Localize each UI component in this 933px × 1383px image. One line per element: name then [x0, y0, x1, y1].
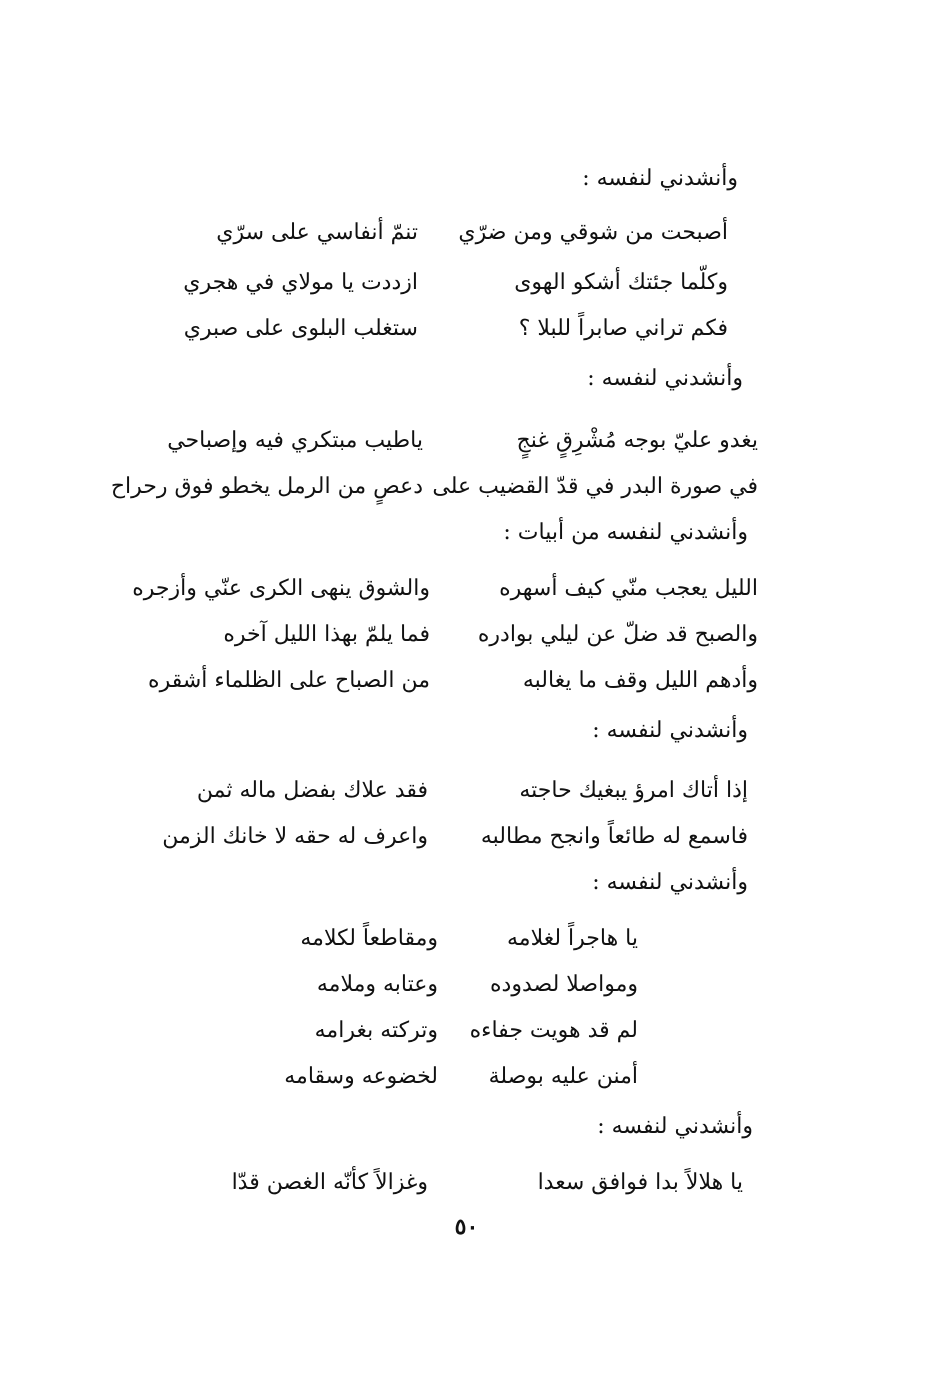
verse-second-hemistich: فقد علاك بفضل ماله ثمن: [196, 778, 428, 803]
poem-intro: وأنشدني لنفسه :: [587, 366, 743, 391]
page-number: ٥٠: [454, 1214, 479, 1240]
verse-second-hemistich: تنمّ أنفاسي على سرّي: [216, 220, 418, 245]
verse-first-hemistich: لم قد هويت جفاءه: [469, 1018, 638, 1043]
verse-first-hemistich: فاسمع له طائعاً وانجح مطالبه: [480, 824, 748, 849]
verse-second-hemistich: وعتابه وملامه: [316, 972, 438, 997]
verse-second-hemistich: والشوق ينهى الكرى عنّي وأزجره: [132, 576, 430, 601]
verse-second-hemistich: واعرف له حقه لا خانك الزمن: [162, 824, 428, 849]
verse-second-hemistich: فما يلمّ بهذا الليل آخره: [223, 622, 430, 647]
verse-second-hemistich: ازددت يا مولاي في هجري: [183, 270, 418, 295]
verse-first-hemistich: أصبحت من شوقي ومن ضرّي: [458, 220, 728, 245]
verse-first-hemistich: إذا أتاك امرؤ يبغيك حاجته: [519, 778, 748, 803]
verse-second-hemistich: من الصباح على الظلماء أشقره: [148, 668, 430, 693]
verse-second-hemistich: لخضوعه وسقامه: [284, 1064, 438, 1089]
verse-first-hemistich: وكلّما جئتك أشكو الهوى: [514, 270, 728, 295]
verse-first-hemistich: الليل يعجب منّي كيف أسهره: [499, 576, 758, 601]
verse-first-hemistich: فكم تراني صابراً للبلا ؟: [518, 316, 728, 341]
verse-first-hemistich: ومواصلا لصدوده: [490, 972, 638, 997]
verse-first-hemistich: يغدو عليّ بوجه مُشْرِقٍ غنجٍ: [516, 428, 758, 453]
verse-first-hemistich: يا هلالاً بدا فوافق سعدا: [537, 1170, 743, 1195]
verse-first-hemistich: وأدهم الليل وقف ما يغالبه: [522, 668, 758, 693]
verse-first-hemistich: في صورة البدر في قدّ القضيب على: [432, 474, 758, 499]
verse-second-hemistich: دعصٍ من الرمل يخطو فوق رحراح: [110, 474, 423, 499]
verse-first-hemistich: يا هاجراً لغلامه: [507, 926, 638, 951]
poem-intro: وأنشدني لنفسه :: [592, 870, 748, 895]
verse-second-hemistich: ستغلب البلوى على صبري: [183, 316, 418, 341]
poem-intro: وأنشدني لنفسه من أبيات :: [503, 520, 748, 545]
poem-intro: وأنشدني لنفسه :: [582, 166, 738, 191]
verse-second-hemistich: وتركته بغرامه: [314, 1018, 438, 1043]
verse-second-hemistich: ومقاطعاً لكلامه: [300, 926, 438, 951]
poem-intro: وأنشدني لنفسه :: [592, 718, 748, 743]
verse-second-hemistich: ياطيب مبتكري فيه وإصباحي: [167, 428, 423, 453]
poem-intro: وأنشدني لنفسه :: [597, 1114, 753, 1139]
verse-first-hemistich: أمنن عليه بوصلة: [488, 1064, 638, 1089]
verse-second-hemistich: وغزالاً كأنّه الغصن قدّا: [231, 1170, 428, 1195]
verse-first-hemistich: والصبح قد ضلّ عن ليلي بوادره: [477, 622, 758, 647]
